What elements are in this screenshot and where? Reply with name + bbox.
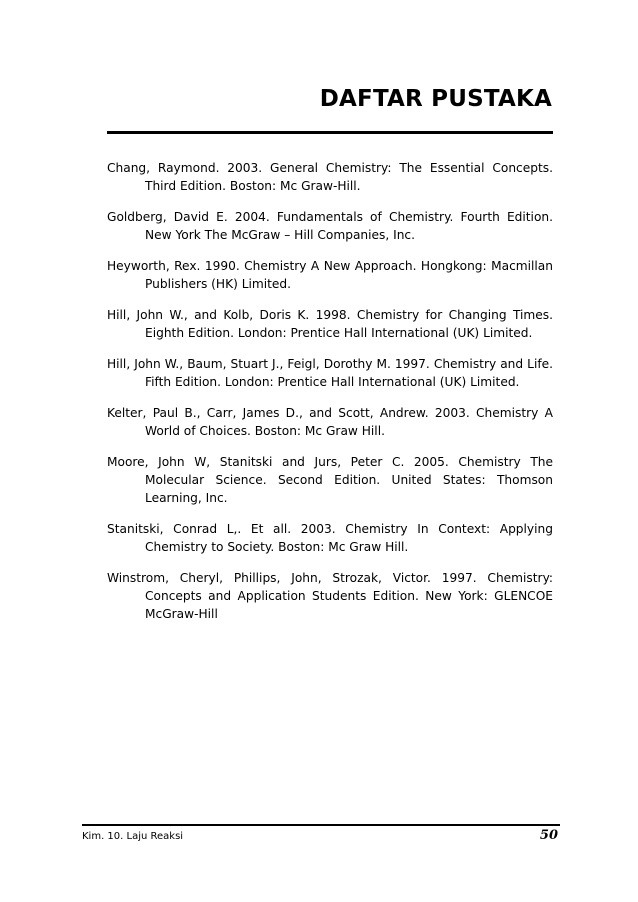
title-underline — [107, 131, 553, 134]
reference-list — [107, 159, 553, 636]
reference-item: Kelter, Paul B., Carr, James D., and Scott, Andrew. 2003. Chemistry A World of Choices. Boston: Mc Graw Hill. — [107, 406, 553, 438]
page-number: 50 — [539, 828, 558, 843]
reference-item: Hill, John W., and Kolb, Doris K. 1998. Chemistry for Changing Times. Eighth Edition. London: Prentice Hall International (UK) Limited. — [107, 308, 553, 340]
reference-item: Goldberg, David E. 2004. Fundamentals of Chemistry. Fourth Edition. New York The McGraw – Hill Companies, Inc. — [107, 210, 553, 242]
page-title: DAFTAR PUSTAKA — [319, 86, 552, 112]
reference-item: Stanitski, Conrad L,. Et all. 2003. Chemistry In Context: Applying Chemistry to Society. Boston: Mc Graw Hill. — [107, 522, 553, 554]
reference-item: Chang, Raymond. 2003. General Chemistry: The Essential Concepts. Third Edition. Boston: Mc Graw-Hill. — [107, 161, 553, 193]
footer-module-label: Kim. 10. Laju Reaksi — [82, 831, 184, 842]
reference-item: Moore, John W, Stanitski and Jurs, Peter C. 2005. Chemistry The Molecular Science. Second Edition. United States: Thomson Learning, Inc. — [107, 455, 553, 505]
footer-divider — [82, 824, 560, 826]
reference-item: Heyworth, Rex. 1990. Chemistry A New Approach. Hongkong: Macmillan Publishers (HK) Limited. — [107, 259, 553, 291]
reference-item: Hill, John W., Baum, Stuart J., Feigl, Dorothy M. 1997. Chemistry and Life. Fifth Edition. London: Prentice Hall International (UK) Limited. — [107, 357, 553, 389]
reference-item: Winstrom, Cheryl, Phillips, John, Strozak, Victor. 1997. Chemistry: Concepts and Application Students Edition. New York: GLENCOE McGraw-Hill — [107, 571, 553, 621]
